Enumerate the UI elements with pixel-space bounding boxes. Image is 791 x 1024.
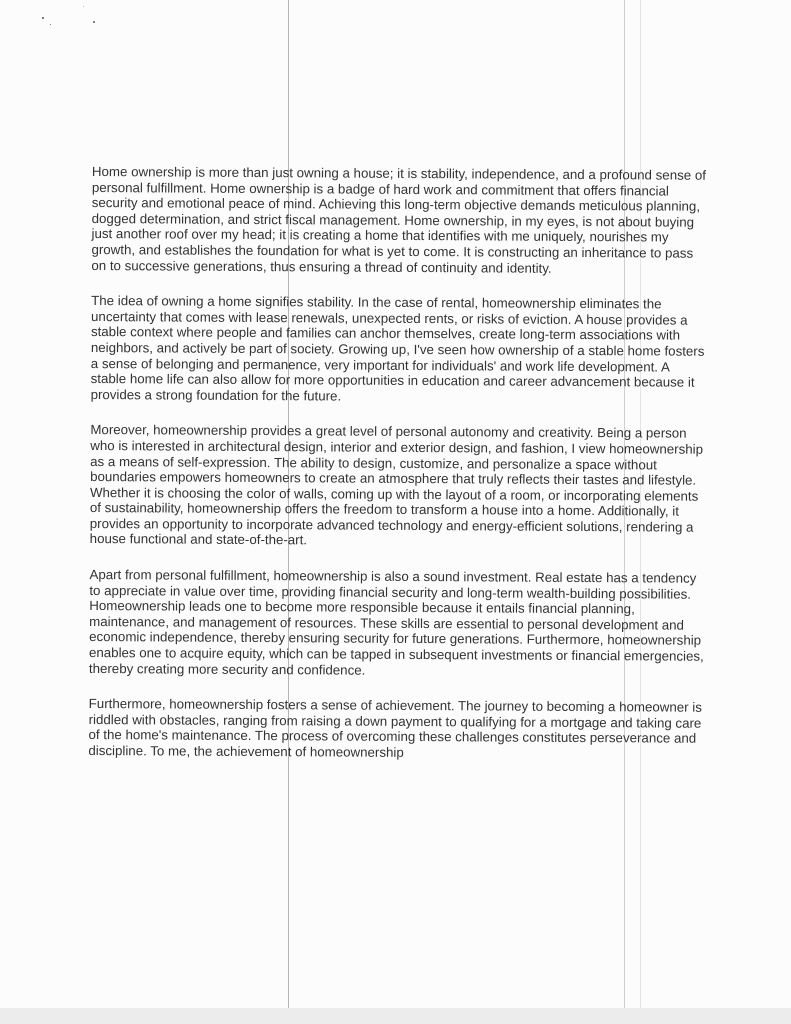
scan-speck [42,17,44,19]
scan-bottom-edge [0,1008,791,1024]
essay-body [88,164,707,782]
essay-paragraph-1: Home ownership is more than just owning a house; it is stability, independence, and a profound sense of personal fulfillment. Home ownership is a badge of hard work and commitment that offers financial security and emotional peace of mind. Achieving this long-term objective demands meticulous planning, dogged determination, and strict fiscal management. Home ownership, in my eyes, is not about buying just another roof over my head; it is creating a home that identifies with me uniquely, nourishes my growth, and establishes the foundation for what is yet to come. It is constructing an inheritance to pass on to successive generations, thus ensuring a thread of continuity and identity. [91,164,706,276]
essay-paragraph-3: Moreover, homeownership provides a great level of personal autonomy and creativity. Being a person who is interested in architectural design, interior and exterior design, and fashion, I view homeownership as a means of self-expression. The ability to design, customize, and personalize a space without boundaries empowers homeowners to create an atmosphere that truly reflects their tastes and lifestyle. Whether it is choosing the color of walls, coming up with the layout of a room, or incorporating elements of sustainability, homeownership offers the freedom to transform a house into a home. Additionally, it provides an opportunity to incorporate advanced technology and energy-efficient solutions, rendering a house functional and state-of-the-art. [89,422,704,548]
scan-speck [50,24,51,25]
essay-paragraph-4: Apart from personal fulfillment, homeownership is also a sound investment. Real estate has a tendency to appreciate in value over time, providing financial security and long-term wealth-building possibilities. Homeownership leads one to become more responsible because it entails financial planning, maintenance, and management of resources. These skills are essential to personal development and economic independence, thereby ensuring security for future generations. Furthermore, homeownership enables one to acquire equity, which can be tapped in subsequent investments or financial emergencies, thereby creating more security and confidence. [88,567,704,678]
scan-speck [83,6,84,7]
scan-speck [93,21,95,23]
essay-paragraph-2: The idea of owning a home signifies stability. In the case of rental, homeownership eliminates the uncertainty that comes with lease renewals, unexpected rents, or risks of eviction. A house provides a stable context where people and families can anchor themselves, create long-term associations with neighbors, and actively be part of society. Growing up, I've seen how ownership of a stable home fosters a sense of belonging and permanence, very important for individuals' and work life development. A stable home life can also allow for more opportunities in education and career advancement because it provides a strong foundation for the future. [90,293,705,404]
essay-paragraph-5: Furthermore, homeownership fosters a sense of achievement. The journey to becoming a homeowner is riddled with obstacles, ranging from raising a down payment to qualifying for a mortgage and taking care of the home's maintenance. The process of overcoming these challenges constitutes perseverance and discipline. To me, the achievement of homeownership [88,696,702,760]
